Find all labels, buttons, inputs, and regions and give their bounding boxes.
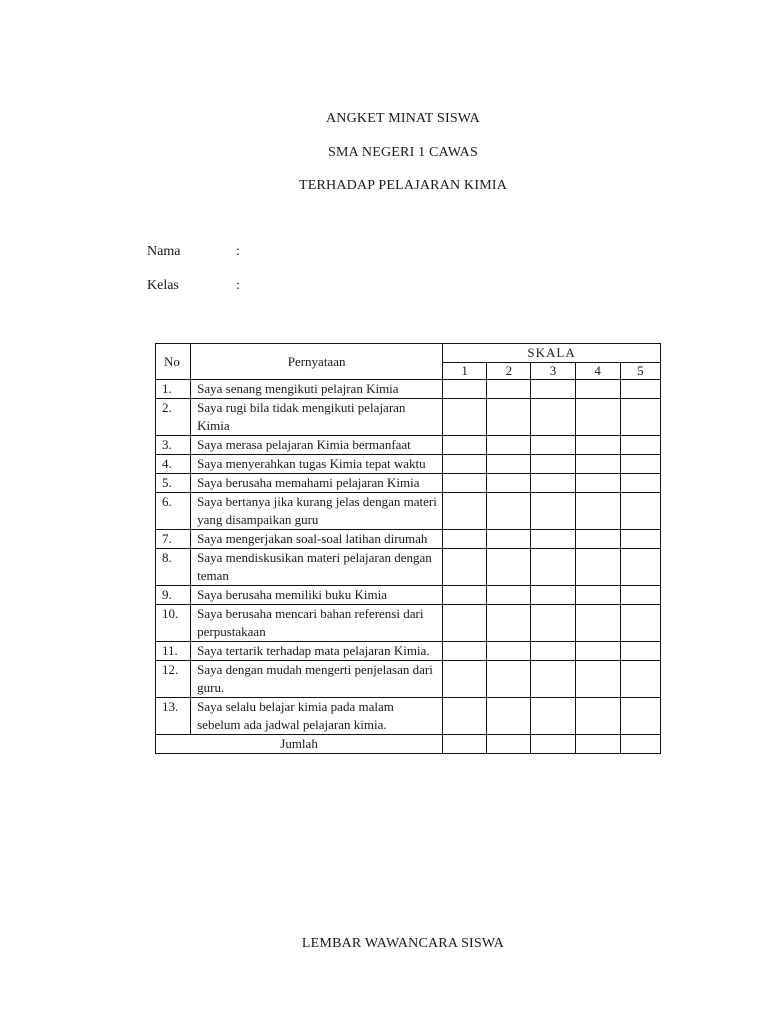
scale-cell-4[interactable] [575, 586, 620, 605]
scale-cell-1[interactable] [443, 549, 487, 586]
scale-cell-1[interactable] [443, 474, 487, 493]
scale-cell-3[interactable] [531, 642, 575, 661]
scale-header-1: 1 [443, 363, 487, 380]
scale-cell-1[interactable] [443, 661, 487, 698]
scale-cell-3[interactable] [531, 399, 575, 436]
table-row [156, 455, 661, 474]
scale-cell-5[interactable] [620, 605, 660, 642]
scale-cell-1[interactable] [443, 586, 487, 605]
scale-cell-2[interactable] [487, 436, 531, 455]
row-statement: Saya bertanya jika kurang jelas dengan materi yang disampaikan guru [191, 493, 443, 530]
scale-cell-2[interactable] [487, 549, 531, 586]
scale-cell-1[interactable] [443, 436, 487, 455]
row-statement: Saya menyerahkan tugas Kimia tepat waktu [191, 455, 443, 474]
scale-cell-3[interactable] [531, 586, 575, 605]
jumlah-cell-4[interactable] [575, 735, 620, 754]
scale-cell-2[interactable] [487, 586, 531, 605]
scale-cell-5[interactable] [620, 380, 660, 399]
scale-cell-1[interactable] [443, 698, 487, 735]
row-statement: Saya dengan mudah mengerti penjelasan dari guru. [191, 661, 443, 698]
scale-cell-3[interactable] [531, 455, 575, 474]
row-statement: Saya mengerjakan soal-soal latihan dirumah [191, 530, 443, 549]
table-row [156, 698, 661, 735]
questionnaire-table [155, 343, 661, 754]
scale-cell-4[interactable] [575, 455, 620, 474]
row-statement: Saya senang mengikuti pelajran Kimia [191, 380, 443, 399]
row-number: 11. [156, 642, 191, 661]
table-row [156, 493, 661, 530]
scale-cell-3[interactable] [531, 698, 575, 735]
table-row [156, 436, 661, 455]
nama-label: Nama [147, 244, 181, 259]
scale-cell-5[interactable] [620, 493, 660, 530]
scale-cell-3[interactable] [531, 474, 575, 493]
scale-cell-4[interactable] [575, 380, 620, 399]
table-row [156, 661, 661, 698]
scale-cell-4[interactable] [575, 399, 620, 436]
scale-cell-2[interactable] [487, 455, 531, 474]
row-statement: Saya selalu belajar kimia pada malam sebelum ada jadwal pelajaran kimia. [191, 698, 443, 735]
scale-cell-1[interactable] [443, 605, 487, 642]
jumlah-row [156, 735, 661, 754]
jumlah-label: Jumlah [156, 735, 443, 754]
scale-cell-5[interactable] [620, 474, 660, 493]
scale-cell-4[interactable] [575, 549, 620, 586]
scale-cell-2[interactable] [487, 530, 531, 549]
table-row [156, 549, 661, 586]
scale-cell-3[interactable] [531, 493, 575, 530]
scale-cell-5[interactable] [620, 399, 660, 436]
scale-cell-5[interactable] [620, 455, 660, 474]
jumlah-cell-1[interactable] [443, 735, 487, 754]
footer-title: LEMBAR WAWANCARA SISWA [301, 936, 505, 951]
scale-cell-2[interactable] [487, 642, 531, 661]
kelas-label: Kelas [147, 278, 179, 293]
row-number: 12. [156, 661, 191, 698]
header-skala: SKALA [443, 344, 661, 363]
title-line-3: TERHADAP PELAJARAN KIMIA [298, 178, 508, 193]
scale-cell-1[interactable] [443, 493, 487, 530]
table-row [156, 399, 661, 436]
scale-cell-2[interactable] [487, 698, 531, 735]
scale-cell-2[interactable] [487, 474, 531, 493]
table-row [156, 530, 661, 549]
table-row [156, 605, 661, 642]
scale-cell-1[interactable] [443, 380, 487, 399]
row-number: 6. [156, 493, 191, 530]
table-row [156, 642, 661, 661]
header-no: No [156, 344, 191, 380]
scale-cell-2[interactable] [487, 661, 531, 698]
row-statement: Saya berusaha memiliki buku Kimia [191, 586, 443, 605]
row-number: 7. [156, 530, 191, 549]
row-statement: Saya merasa pelajaran Kimia bermanfaat [191, 436, 443, 455]
row-number: 2. [156, 399, 191, 436]
scale-cell-4[interactable] [575, 436, 620, 455]
scale-cell-5[interactable] [620, 661, 660, 698]
scale-cell-1[interactable] [443, 399, 487, 436]
scale-cell-2[interactable] [487, 493, 531, 530]
header-pernyataan: Pernyataan [191, 344, 443, 380]
scale-cell-4[interactable] [575, 642, 620, 661]
row-number: 13. [156, 698, 191, 735]
title-line-2: SMA NEGERI 1 CAWAS [328, 145, 478, 160]
nama-colon: : [236, 244, 240, 259]
scale-cell-2[interactable] [487, 399, 531, 436]
scale-cell-4[interactable] [575, 493, 620, 530]
row-statement: Saya mendiskusikan materi pelajaran dengan teman [191, 549, 443, 586]
table-row [156, 380, 661, 399]
row-statement: Saya berusaha memahami pelajaran Kimia [191, 474, 443, 493]
scale-cell-1[interactable] [443, 455, 487, 474]
row-number: 5. [156, 474, 191, 493]
scale-cell-4[interactable] [575, 605, 620, 642]
row-statement: Saya rugi bila tidak mengikuti pelajaran Kimia [191, 399, 443, 436]
scale-cell-3[interactable] [531, 380, 575, 399]
row-statement: Saya tertarik terhadap mata pelajaran Kimia. [191, 642, 443, 661]
scale-cell-5[interactable] [620, 586, 660, 605]
scale-header-5: 5 [620, 363, 660, 380]
row-number: 9. [156, 586, 191, 605]
scale-cell-3[interactable] [531, 605, 575, 642]
table-row [156, 586, 661, 605]
scale-cell-1[interactable] [443, 530, 487, 549]
scale-cell-5[interactable] [620, 530, 660, 549]
kelas-colon: : [236, 278, 240, 293]
row-number: 3. [156, 436, 191, 455]
row-number: 10. [156, 605, 191, 642]
scale-cell-2[interactable] [487, 605, 531, 642]
scale-header-3: 3 [531, 363, 575, 380]
scale-cell-3[interactable] [531, 436, 575, 455]
jumlah-cell-5[interactable] [620, 735, 660, 754]
table-row [156, 474, 661, 493]
scale-cell-4[interactable] [575, 474, 620, 493]
scale-cell-5[interactable] [620, 549, 660, 586]
row-number: 8. [156, 549, 191, 586]
scale-cell-5[interactable] [620, 698, 660, 735]
scale-cell-3[interactable] [531, 661, 575, 698]
scale-cell-1[interactable] [443, 642, 487, 661]
scale-cell-5[interactable] [620, 642, 660, 661]
title-line-1: ANGKET MINAT SISWA [326, 111, 480, 126]
scale-cell-3[interactable] [531, 530, 575, 549]
scale-header-2: 2 [487, 363, 531, 380]
scale-header-4: 4 [575, 363, 620, 380]
scale-cell-5[interactable] [620, 436, 660, 455]
scale-cell-4[interactable] [575, 661, 620, 698]
scale-cell-4[interactable] [575, 530, 620, 549]
jumlah-cell-3[interactable] [531, 735, 575, 754]
jumlah-cell-2[interactable] [487, 735, 531, 754]
scale-cell-2[interactable] [487, 380, 531, 399]
row-number: 4. [156, 455, 191, 474]
row-statement: Saya berusaha mencari bahan referensi dari perpustakaan [191, 605, 443, 642]
row-number: 1. [156, 380, 191, 399]
scale-cell-3[interactable] [531, 549, 575, 586]
scale-cell-4[interactable] [575, 698, 620, 735]
